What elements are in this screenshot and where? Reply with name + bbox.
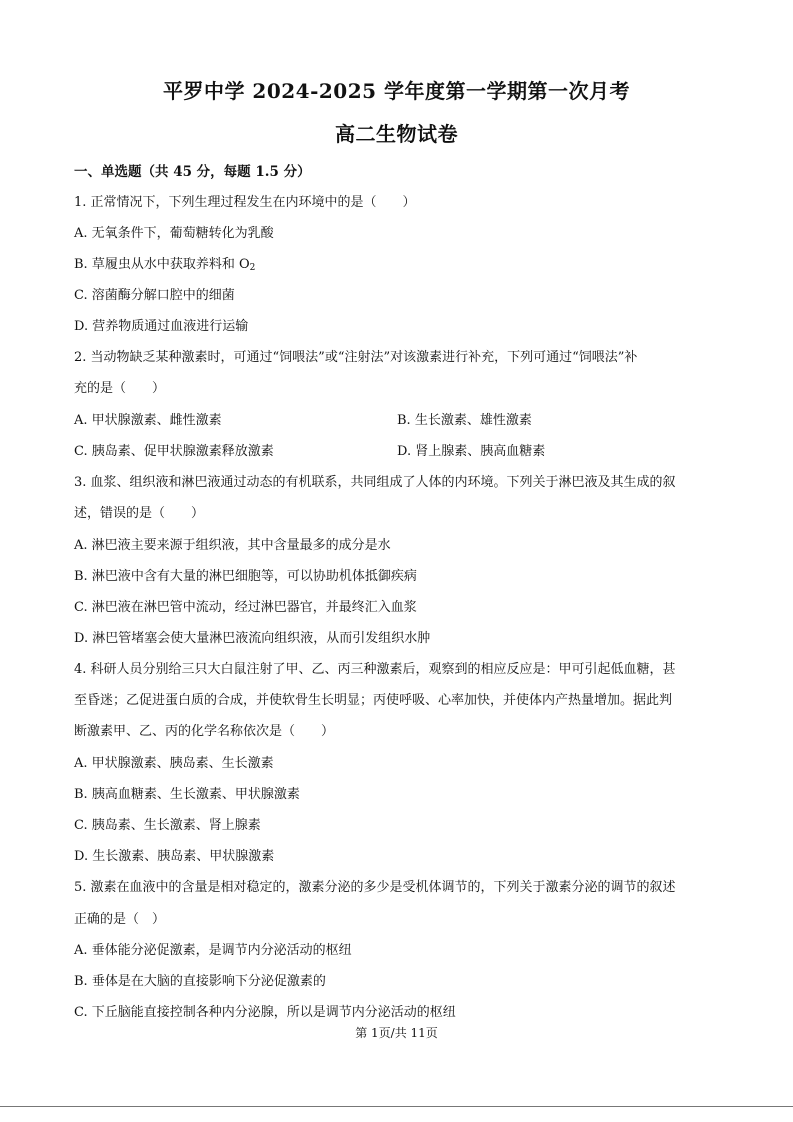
question-2-option-c: C. 胰岛素、促甲状腺激素释放激素: [74, 444, 274, 459]
question-5-option-a: A. 垂体能分泌促激素，是调节内分泌活动的枢纽: [74, 943, 352, 958]
question-4-option-d: D. 生长激素、胰岛素、甲状腺激素: [74, 849, 275, 864]
question-2-option-d: D. 肾上腺素、胰高血糖素: [397, 444, 546, 459]
question-3-stem-line-2: 述，错误的是（ ）: [74, 506, 205, 521]
question-3-stem-line-1: 3. 血浆、组织液和淋巴液通过动态的有机联系，共同组成了人体的内环境。下列关于淋巴液及其生成的叙: [74, 475, 676, 490]
page-bottom-divider: [0, 1106, 793, 1107]
question-1-option-c: C. 溶菌酶分解口腔中的细菌: [74, 288, 235, 303]
question-1-option-b: [74, 256, 255, 274]
question-1-option-d: D. 营养物质通过血液进行运输: [74, 319, 249, 334]
question-2-stem-line-2: 充的是（ ）: [74, 381, 166, 396]
question-4-option-c: C. 胰岛素、生长激素、肾上腺素: [74, 818, 261, 833]
option-b-subscript: 2: [249, 263, 256, 273]
option-b-text: B. 草履虫从水中获取养料和 O: [74, 257, 250, 272]
question-5-option-b: B. 垂体是在大脑的直接影响下分泌促激素的: [74, 974, 326, 989]
question-5-stem-line-2: 正确的是（ ）: [74, 912, 166, 927]
section-heading: 一、单选题（共 45 分，每题 1.5 分）: [74, 164, 311, 180]
question-1-stem: 1. 正常情况下，下列生理过程发生在内环境中的是（ ）: [74, 195, 416, 210]
question-4-option-a: A. 甲状腺激素、胰岛素、生长激素: [74, 756, 274, 771]
question-5-stem-line-1: 5. 激素在血液中的含量是相对稳定的，激素分泌的多少是受机体调节的，下列关于激素分泌的调节的叙述: [74, 880, 676, 895]
question-2-option-b: B. 生长激素、雄性激素: [397, 413, 532, 428]
question-3-option-b: B. 淋巴液中含有大量的淋巴细胞等，可以协助机体抵御疾病: [74, 569, 417, 584]
page-number: 第 1页/共 11页: [355, 1026, 438, 1040]
exam-subtitle: 高二生物试卷: [335, 122, 458, 146]
question-4-option-b: B. 胰高血糖素、生长激素、甲状腺激素: [74, 787, 300, 802]
exam-title: 平罗中学 2024-2025 学年度第一学期第一次月考: [162, 79, 631, 103]
question-4-stem-line-3: 断激素甲、乙、丙的化学名称依次是（ ）: [74, 724, 335, 739]
question-4-stem-line-1: 4. 科研人员分别给三只大白鼠注射了甲、乙、丙三种激素后，观察到的相应反应是：甲可引起低血糖，甚: [74, 662, 676, 677]
question-5-option-c: C. 下丘脑能直接控制各种内分泌腺，所以是调节内分泌活动的枢纽: [74, 1005, 456, 1020]
question-4-stem-line-2: 至昏迷；乙促进蛋白质的合成，并使软骨生长明显；丙使呼吸、心率加快，并使体内产热量增加。据此判: [74, 693, 673, 708]
question-2-option-a: A. 甲状腺激素、雌性激素: [74, 413, 222, 428]
question-2-stem-line-1: 2. 当动物缺乏某种激素时，可通过“饲喂法”或“注射法”对该激素进行补充，下列可通过“饲喂法”补: [74, 350, 638, 365]
question-3-option-c: C. 淋巴液在淋巴管中流动，经过淋巴器官，并最终汇入血浆: [74, 600, 417, 615]
question-3-option-a: A. 淋巴液主要来源于组织液，其中含量最多的成分是水: [74, 538, 391, 553]
question-1-option-a: A. 无氧条件下，葡萄糖转化为乳酸: [74, 226, 274, 241]
question-3-option-d: D. 淋巴管堵塞会使大量淋巴液流向组织液，从而引发组织水肿: [74, 631, 431, 646]
